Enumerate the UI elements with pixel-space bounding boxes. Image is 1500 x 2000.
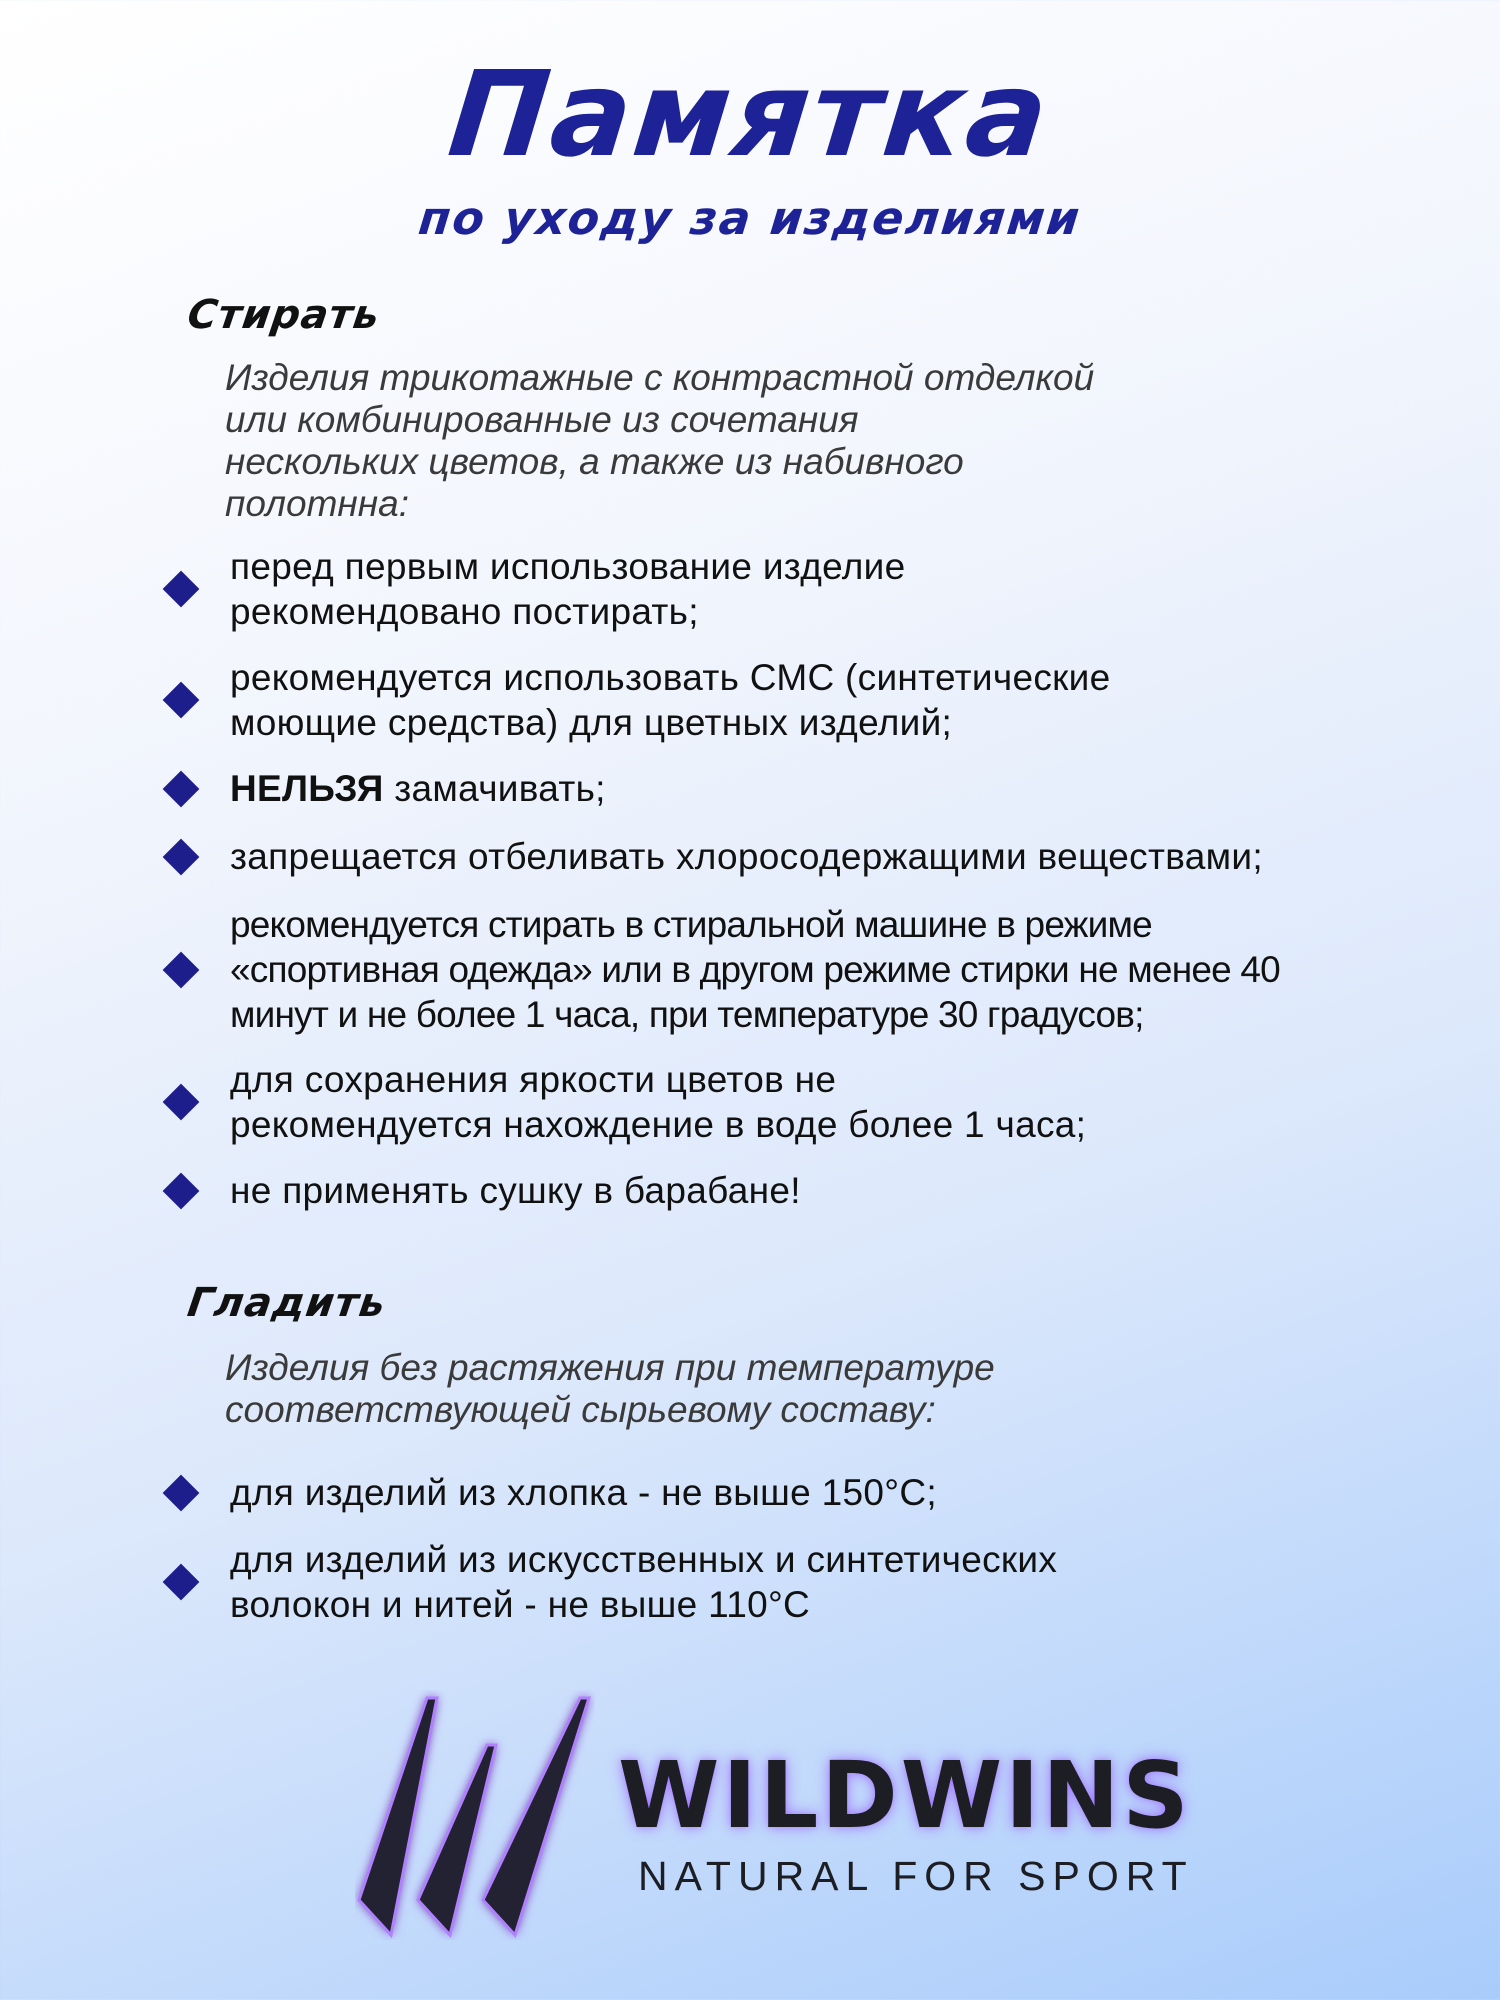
iron-item xyxy=(160,1537,1480,1627)
diamond-bullet-icon xyxy=(163,1172,200,1209)
brand-name: WILDWINS xyxy=(618,1742,1192,1849)
wash-item xyxy=(160,834,1480,879)
wash-intro-line: нескольких цветов, а также из набивного xyxy=(225,441,964,482)
iron-item xyxy=(160,1470,1480,1515)
wash-item-text: перед первым использование изделие рекомендовано постирать; xyxy=(230,546,906,632)
wash-item-text: рекомендуется стирать в стиральной машине в режиме «спортивная одежда» или в другом режиме стирки не менее 40 минут и не более 1 часа, при температуре 30 градусов; xyxy=(230,904,1280,1035)
iron-item-text: для изделий из хлопка - не выше 150°C; xyxy=(230,1472,937,1513)
page-title: Памятка xyxy=(442,45,1058,183)
diamond-bullet-icon xyxy=(163,1084,200,1121)
warning-word: НЕЛЬЗЯ xyxy=(230,768,384,809)
wildwins-logo-icon xyxy=(355,1690,595,1940)
wash-intro-line: Изделия трикотажные с контрастной отделкой xyxy=(225,357,1095,398)
wash-item xyxy=(160,655,1480,745)
wash-section-title: Стирать xyxy=(184,292,383,338)
wash-item-text: НЕЛЬЗЯ замачивать; xyxy=(230,768,606,809)
brand-tagline: NATURAL FOR SPORT xyxy=(638,1853,1194,1899)
iron-intro-line: Изделия без растяжения при температуре xyxy=(225,1347,995,1388)
wash-intro-line: или комбинированные из сочетания xyxy=(225,399,859,440)
diamond-bullet-icon xyxy=(163,951,200,988)
diamond-bullet-icon xyxy=(163,682,200,719)
diamond-bullet-icon xyxy=(163,571,200,608)
wash-item-text: для сохранения яркости цветов не рекомендуется нахождение в воде более 1 часа; xyxy=(230,1059,1087,1145)
wash-item-text: рекомендуется использовать СМС (синтетические моющие средства) для цветных изделий; xyxy=(230,657,1111,743)
diamond-bullet-icon xyxy=(163,838,200,875)
wash-item xyxy=(160,766,1480,811)
wash-item-text: не применять сушку в барабане! xyxy=(230,1170,801,1211)
wash-intro-line: полотнна: xyxy=(225,483,409,524)
iron-section-title: Гладить xyxy=(184,1280,389,1326)
iron-intro xyxy=(225,1347,995,1431)
diamond-bullet-icon xyxy=(163,1474,200,1511)
wash-item xyxy=(160,1168,1480,1213)
page-subtitle: по уходу за изделиями xyxy=(416,191,1084,245)
diamond-bullet-icon xyxy=(163,770,200,807)
wash-item-text: запрещается отбеливать хлоросодержащими веществами; xyxy=(230,836,1263,877)
iron-intro-line: соответствующей сырьевому составу: xyxy=(225,1389,936,1430)
wash-intro xyxy=(225,357,1094,525)
wash-item xyxy=(160,1057,1480,1147)
wash-item xyxy=(160,902,1480,1037)
wash-item xyxy=(160,544,1480,634)
iron-item-text: для изделий из искусственных и синтетических волокон и нитей - не выше 110°C xyxy=(230,1539,1058,1625)
diamond-bullet-icon xyxy=(163,1564,200,1601)
